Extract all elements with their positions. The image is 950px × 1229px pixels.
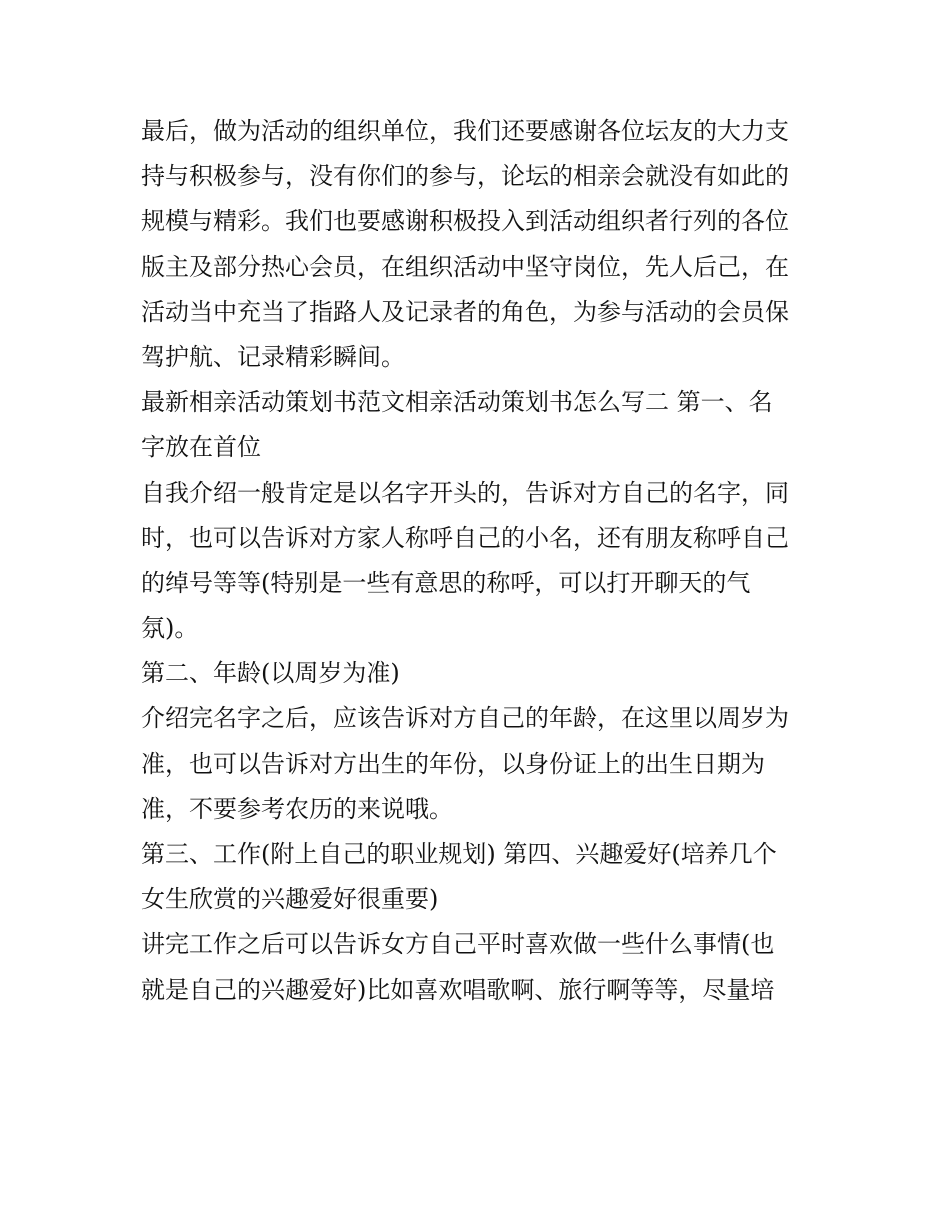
text-line: 氛)。 [141, 614, 199, 643]
text-line: 讲完工作之后可以告诉女方自己平时喜欢做一些什么事情(也 [141, 930, 775, 959]
text-line: 驾护航、记录精彩瞬间。 [141, 342, 405, 371]
heading-line: 女生欣赏的兴趣爱好很重要) [141, 885, 439, 914]
heading-line: 第二、年龄(以周岁为准) [141, 659, 400, 688]
text-line: 持与积极参与，没有你们的参与，论坛的相亲会就没有如此的 [141, 162, 789, 191]
text-line: 就是自己的兴趣爱好)比如喜欢唱歌啊、旅行啊等等，尽量培 [141, 975, 775, 1004]
text-line: 规模与精彩。我们也要感谢积极投入到活动组织者行列的各位 [141, 207, 789, 236]
text-line: 介绍完名字之后，应该告诉对方自己的年龄，在这里以周岁为 [141, 704, 789, 733]
text-line: 的绰号等等(特别是一些有意思的称呼，可以打开聊天的气 [141, 568, 751, 597]
text-line: 时，也可以告诉对方家人称呼自己的小名，还有朋友称呼自己 [141, 523, 789, 552]
text-line: 最后，做为活动的组织单位，我们还要感谢各位坛友的大力支 [141, 117, 789, 145]
text-line: 准，也可以告诉对方出生的年份，以身份证上的出生日期为 [141, 749, 765, 778]
body-text [141, 109, 821, 1013]
heading-line: 第三、工作(附上自己的职业规划) 第四、兴趣爱好(培养几个 [141, 840, 777, 868]
text-line: 活动当中充当了指路人及记录者的角色，为参与活动的会员保 [141, 297, 789, 326]
text-line: 准，不要参考农历的来说哦。 [141, 794, 453, 823]
text-line: 自我介绍一般肯定是以名字开头的，告诉对方自己的名字，同 [141, 478, 789, 507]
heading-line: 字放在首位 [141, 433, 261, 462]
text-line: 版主及部分热心会员，在组织活动中坚守岗位，先人后己，在 [141, 252, 789, 281]
heading-line: 最新相亲活动策划书范文相亲活动策划书怎么写二 第一、名 [141, 388, 773, 417]
